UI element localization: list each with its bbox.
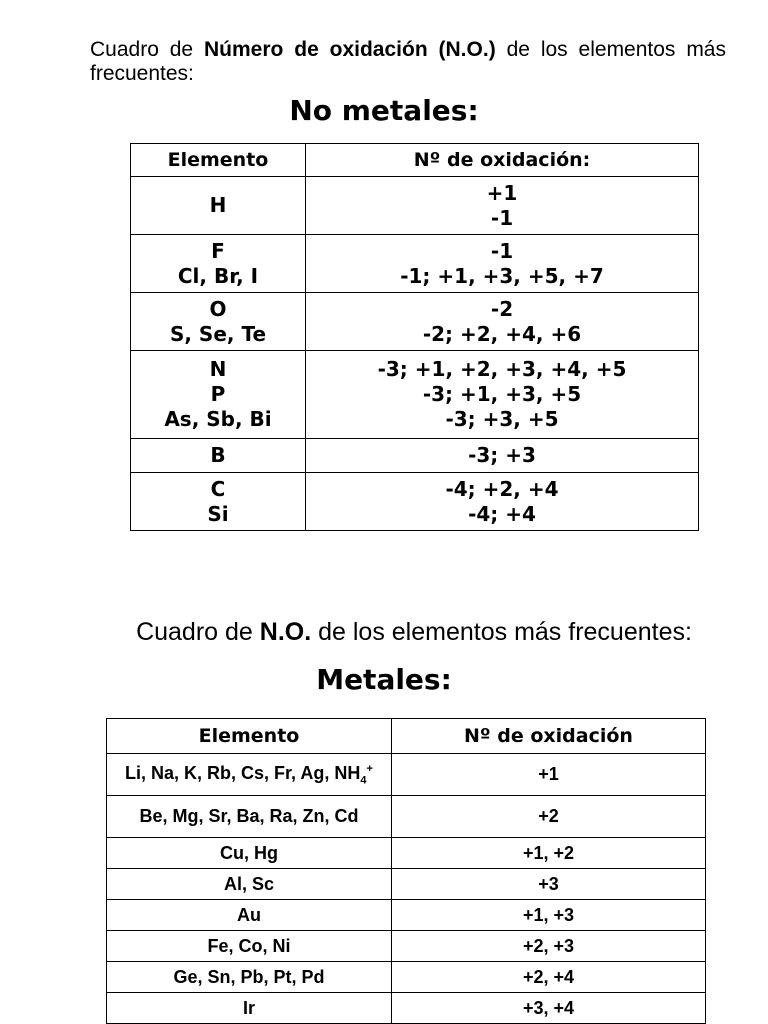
element-text: Ir: [242, 997, 255, 1018]
element-line: B: [210, 443, 226, 467]
no-metales-table: [130, 143, 699, 531]
oxidation-line: -2: [490, 296, 514, 321]
oxidation-text: +1, +3: [522, 904, 575, 925]
oxidation-line: -3; +3: [468, 443, 536, 467]
element-text: Ge, Sn, Pb, Pt, Pd: [173, 966, 325, 987]
header-oxidacion: Nº de oxidación: [392, 719, 706, 754]
table-row: [107, 900, 706, 931]
intro2-prefix: Cuadro de: [136, 618, 253, 646]
element-line: C: [210, 476, 226, 501]
table-row: [107, 931, 706, 962]
oxidation-cell: [306, 439, 699, 473]
oxidation-line: -1: [490, 238, 514, 263]
metales-table: [106, 718, 706, 1024]
element-cell: [131, 351, 306, 439]
oxidation-line: -3; +1, +2, +3, +4, +5: [377, 357, 627, 381]
intro-prefix: Cuadro de: [90, 38, 194, 61]
oxidation-text: +3, +4: [522, 997, 575, 1018]
element-cell: [131, 177, 306, 235]
table-row: [131, 235, 699, 293]
element-cell: [107, 900, 392, 931]
oxidation-cell: [392, 869, 706, 900]
oxidation-text: +2, +3: [522, 935, 575, 956]
oxidation-line: +1: [486, 180, 518, 205]
table-row: [131, 351, 699, 439]
table-row: [131, 177, 699, 235]
oxidation-cell: [306, 293, 699, 351]
table-row: [131, 473, 699, 531]
oxidation-cell: [392, 931, 706, 962]
header-oxidacion: Nº de oxidación:: [306, 144, 699, 177]
header-elemento: Elemento: [131, 144, 306, 177]
subscript: 4: [360, 774, 367, 787]
intro-bold: Número de oxidación (N.O.): [204, 38, 496, 61]
table-row: [107, 993, 706, 1024]
element-cell: [107, 869, 392, 900]
element-text: Cu, Hg: [220, 842, 278, 863]
element-line: O: [209, 296, 227, 321]
oxidation-line: -2; +2, +4, +6: [422, 321, 582, 346]
metales-title: Metales:: [316, 663, 452, 696]
oxidation-text: +2, +4: [522, 966, 575, 987]
table-row: [107, 962, 706, 993]
table-row: [107, 796, 706, 838]
element-cell: [107, 962, 392, 993]
element-line: F: [211, 238, 225, 263]
no-metales-title: No metales:: [289, 94, 479, 127]
intro-suffix: de los elementos más frecuentes:: [90, 38, 726, 85]
table-row: [107, 838, 706, 869]
element-cell: [107, 931, 392, 962]
oxidation-cell: [306, 351, 699, 439]
element-cell: [131, 473, 306, 531]
element-cell: [107, 754, 392, 796]
oxidation-text: +1: [538, 764, 559, 784]
element-text: Li, Na, K, Rb, Cs, Fr, Ag, NH: [125, 762, 361, 783]
oxidation-line: -3; +3, +5: [445, 407, 559, 431]
oxidation-cell: [392, 962, 706, 993]
oxidation-cell: [392, 754, 706, 796]
element-line: H: [209, 193, 227, 217]
oxidation-text: +1, +2: [522, 842, 575, 863]
intro2-bold: N.O.: [259, 618, 312, 646]
oxidation-cell: [392, 993, 706, 1024]
oxidation-line: -1: [490, 205, 514, 230]
oxidation-cell: [306, 177, 699, 235]
element-cell: [107, 838, 392, 869]
table-row: [107, 754, 706, 796]
oxidation-text: +2: [538, 806, 559, 826]
element-line: Si: [207, 501, 229, 526]
oxidation-cell: [306, 473, 699, 531]
oxidation-line: -1; +1, +3, +5, +7: [400, 263, 604, 288]
element-text: Fe, Co, Ni: [207, 935, 291, 956]
intro2-suffix: de los elementos más frecuentes:: [318, 618, 692, 646]
table-row: [131, 439, 699, 473]
element-line: Cl, Br, I: [177, 263, 259, 288]
element-line: N: [209, 357, 227, 381]
element-cell: [107, 993, 392, 1024]
table-row: [131, 293, 699, 351]
element-cell: [131, 235, 306, 293]
element-cell: [131, 293, 306, 351]
oxidation-cell: [392, 838, 706, 869]
oxidation-cell: [392, 796, 706, 838]
header-elemento: Elemento: [107, 719, 392, 754]
superscript: +: [366, 762, 373, 775]
table-header-row: [131, 144, 699, 177]
element-line: P: [210, 382, 226, 406]
oxidation-text: +3: [538, 873, 559, 894]
oxidation-cell: [306, 235, 699, 293]
intro2-paragraph: [0, 618, 768, 647]
oxidation-line: -4; +4: [468, 501, 536, 526]
element-text: Al, Sc: [223, 873, 275, 894]
oxidation-cell: [392, 900, 706, 931]
element-text: Be, Mg, Sr, Ba, Ra, Zn, Cd: [139, 806, 359, 826]
element-cell: [131, 439, 306, 473]
table-row: [107, 869, 706, 900]
element-line: As, Sb, Bi: [164, 407, 272, 431]
oxidation-line: -3; +1, +3, +5: [422, 382, 582, 406]
intro-paragraph: [90, 38, 726, 86]
element-line: S, Se, Te: [169, 321, 267, 346]
table-header-row: [107, 719, 706, 754]
element-cell: [107, 796, 392, 838]
element-text: Au: [237, 904, 261, 925]
oxidation-line: -4; +2, +4: [445, 476, 559, 501]
